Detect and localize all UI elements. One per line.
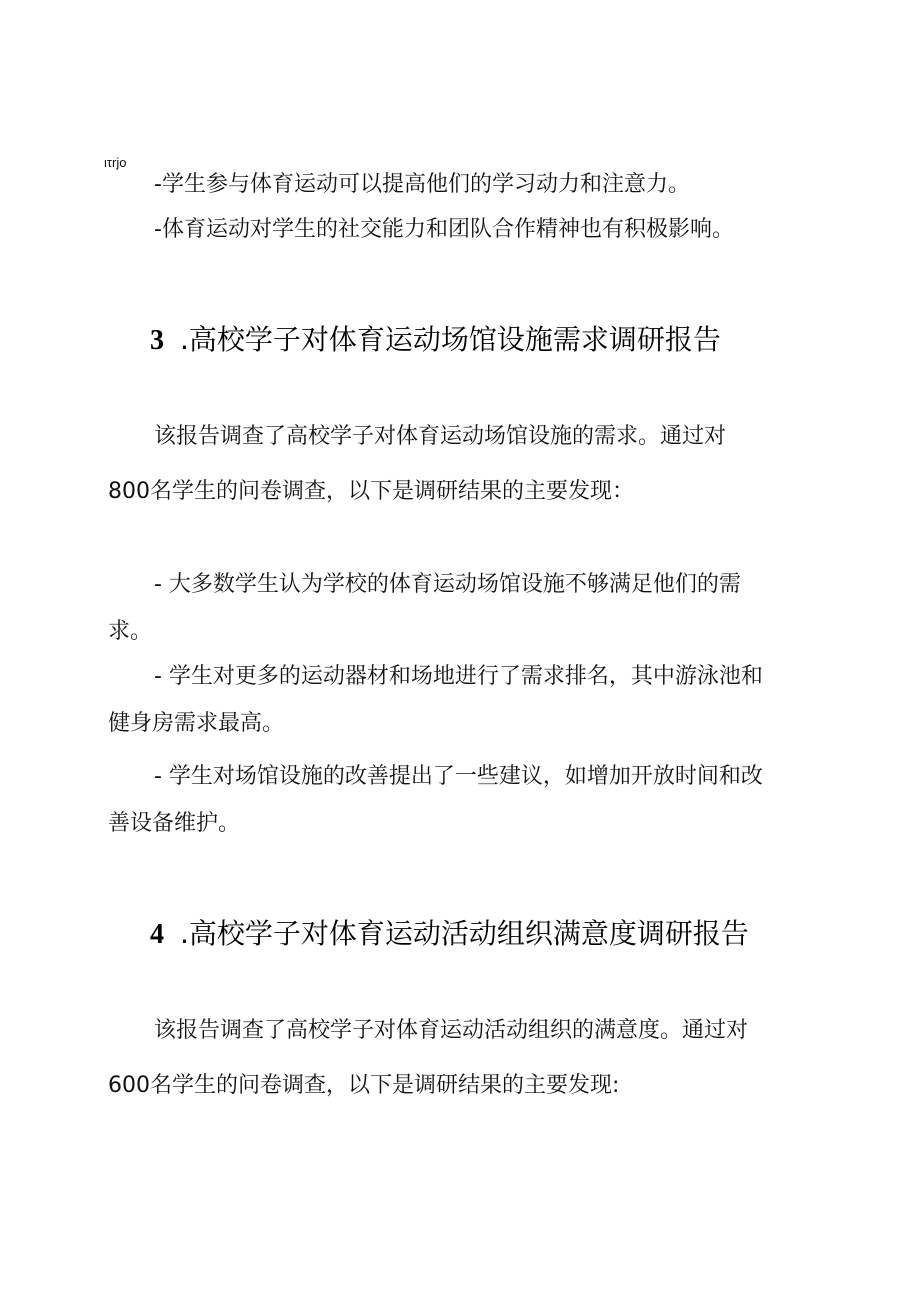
finding-line: 健身房需求最高。 (108, 711, 285, 736)
section-3-heading (150, 322, 721, 359)
scan-artifact-text: ιτrjo (104, 155, 127, 170)
finding-line: 求。 (108, 619, 153, 644)
section-4-number: 4 (150, 919, 164, 950)
intro-bullet: -学生参与体育运动可以提高他们的学习动力和注意力。 (154, 172, 690, 197)
section-4-paragraph-line: 600名学生的问卷调查，以下是调研结果的主要发现: (108, 1073, 620, 1098)
section-3-paragraph-line: 该报告调查了高校学子对体育运动场馆设施的需求。通过对 (154, 424, 727, 449)
section-4-paragraph-line: 该报告调查了高校学子对体育运动活动组织的满意度。通过对 (154, 1018, 749, 1043)
section-4-heading (150, 916, 749, 953)
section-3-title: .高校学子对体育运动场馆设施需求调研报告 (180, 323, 721, 356)
finding-line: - 学生对场馆设施的改善提出了一些建议，如增加开放时间和改 (154, 764, 763, 789)
section-3-paragraph-line: 800名学生的问卷调查，以下是调研结果的主要发现： (108, 479, 634, 504)
finding-line: - 学生对更多的运动器材和场地进行了需求排名，其中游泳池和 (154, 664, 763, 689)
intro-bullet: -体育运动对学生的社交能力和团队合作精神也有积极影响。 (154, 217, 734, 242)
finding-line: - 大多数学生认为学校的体育运动场馆设施不够满足他们的需 (154, 572, 741, 597)
finding-line: 善设备维护。 (108, 811, 241, 836)
section-4-title: .高校学子对体育运动活动组织满意度调研报告 (180, 917, 749, 950)
section-3-number: 3 (150, 325, 164, 356)
